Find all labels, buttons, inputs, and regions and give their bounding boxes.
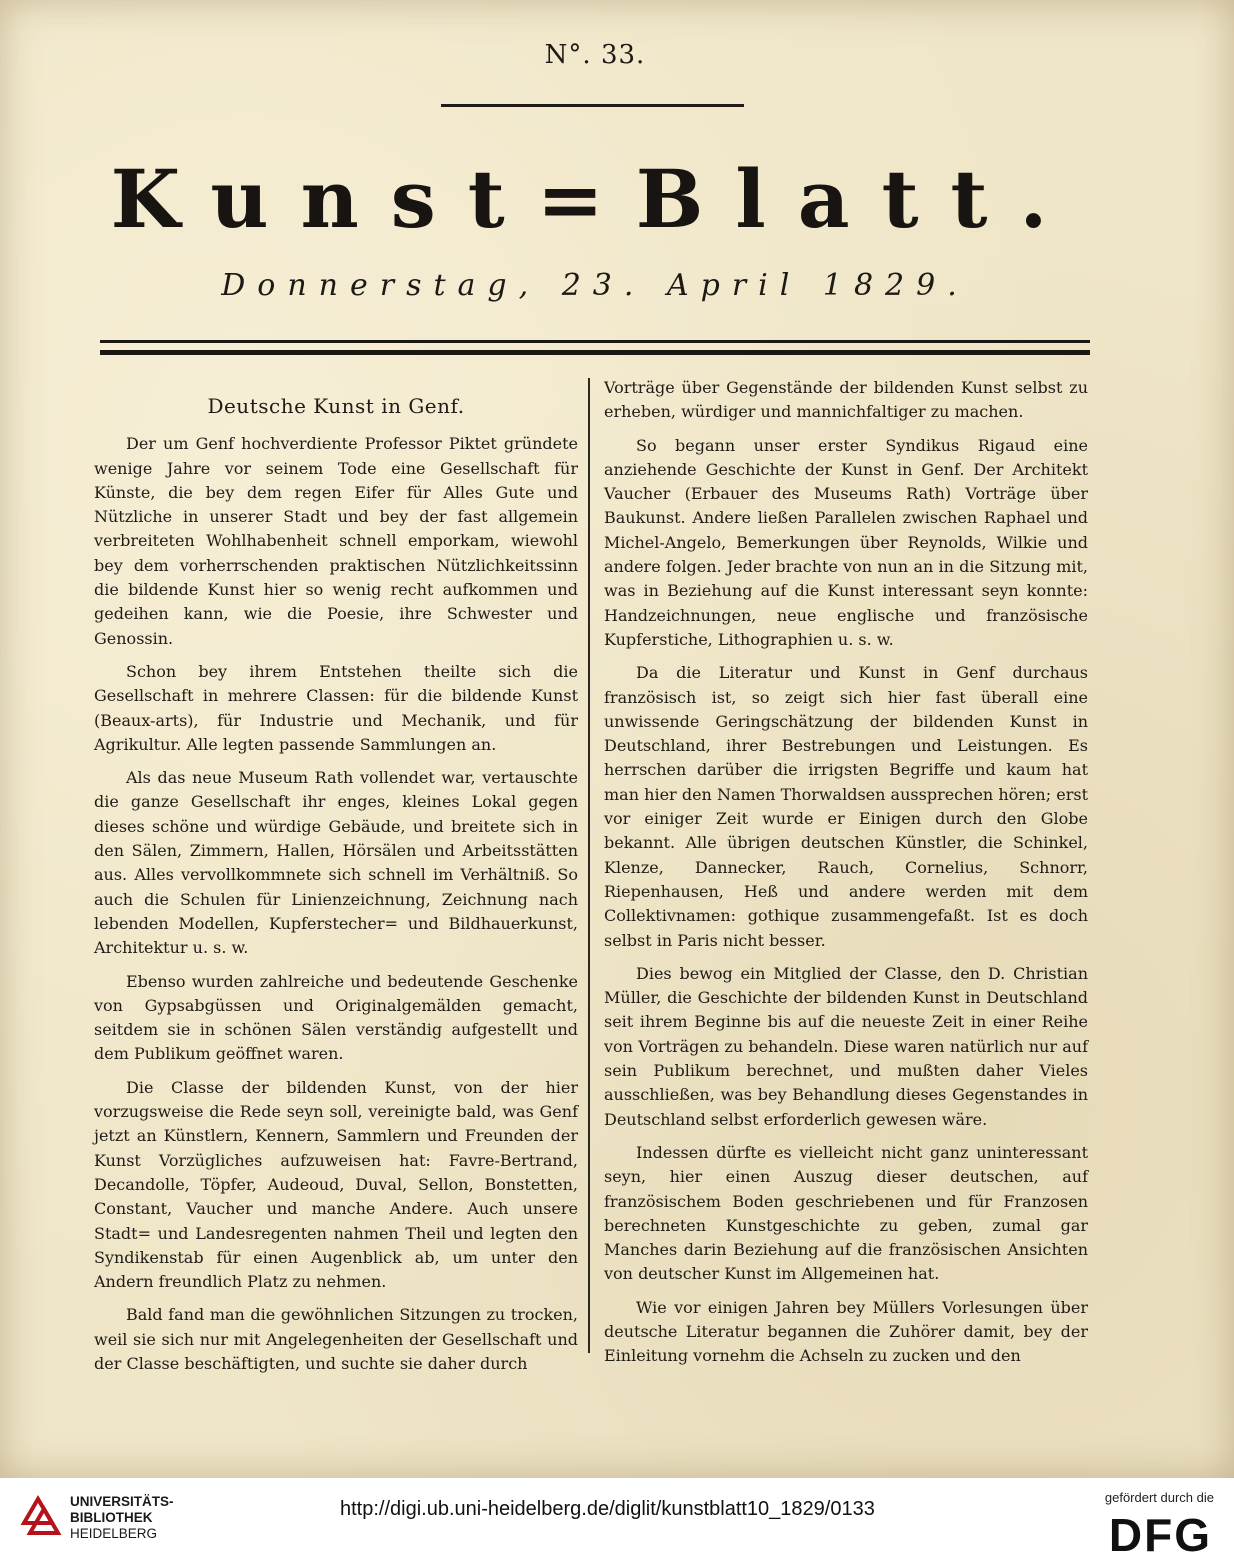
- article-title: Deutsche Kunst in Genf.: [207, 394, 465, 418]
- digitization-footer: [0, 1478, 1234, 1567]
- paragraph: Bald fand man die gewöhnlichen Sitzungen zu trocken, weil sie sich nur mit Angelegenheiten der Gesellschaft und der Classe beschäftigten, und suchte sie daher durch: [94, 1305, 578, 1373]
- paragraph: Indessen dürfte es vielleicht nicht ganz uninteressant seyn, hier einen Auszug dieser deutschen, auf französischem Boden geschriebenen und für Franzosen berechneten Kunstgeschichte zu geben, zumal gar Manches darin Beziehung auf die französischen Ansichten von deutscher Kunst im Allgemeinen hat.: [604, 1142, 1088, 1284]
- masthead-title: Kunst=Blatt.: [110, 152, 1080, 246]
- dfg-logo: DFG: [1108, 1509, 1212, 1561]
- paragraph: Wie vor einigen Jahren bey Müllers Vorlesungen über deutsche Literatur begannen die Zuhörer damit, bey der Einleitung vornehm die Achseln zu zucken und den: [604, 1297, 1088, 1366]
- paragraph: So begann unser erster Syndikus Rigaud eine anziehende Geschichte der Kunst in Genf. Der Architekt Vaucher (Erbauer des Museums Rath) Vorträge über Baukunst. Andere ließen Parallelen zwischen Raphael und Michel-Angelo, Bemerkungen über Reynolds, Wilkie und andere folgen. Jeder brachte von nun an in die Sitzung mit, was in Beziehung auf die Kunst interessant seyn konnte: Handzeichnungen, neue englische und französische Kupferstiche, Lithographien u. s. w.: [604, 435, 1088, 649]
- library-name: UNIVERSITÄTS- BIBLIOTHEK HEIDELBERG: [70, 1494, 174, 1541]
- paragraph: Da die Literatur und Kunst in Genf durchaus französisch ist, so zeigt sich hier fast überall eine unwissende Geringschätzung der bildenden Kunst in Deutschland, ihrer Bestrebungen und Leistungen. Es herrschen darüber die irrigsten Begriffe und kaum hat man hier den Namen Thorwaldsen aussprechen hören; erst vor einiger Zeit wurde er Einigen durch den Globe bekannt. Alle übrigen deutschen Künstler, die Schinkel, Klenze, Dannecker, Rauch, Cornelius, Schnorr, Riepenhausen, Heß und andere werden mit dem Collektivnamen: gothique zusammengefaßt. Ist es doch selbst in Paris nicht besser.: [604, 663, 1088, 950]
- paragraph: Schon bey ihrem Entstehen theilte sich die Gesellschaft in mehrere Classen: für die bildende Kunst (Beaux-arts), für Industrie und Mechanik, und für Agrikultur. Alle legten passende Sammlungen an.: [94, 661, 578, 754]
- dateline: Donnerstag, 23. April 1829.: [221, 268, 969, 303]
- left-column: [94, 376, 578, 1385]
- column-divider: [588, 378, 590, 1353]
- sponsor-text: gefördert durch die: [1104, 1490, 1214, 1505]
- paragraph-continuation: Vorträge über Gegenstände der bildenden Kunst selbst zu erheben, würdiger und mannichfaltiger zu machen.: [604, 378, 1088, 422]
- paragraph: Dies bewog ein Mitglied der Classe, den D. Christian Müller, die Geschichte der bildenden Kunst in Deutschland seit ihrem Beginne bis auf die neueste Zeit in einer Reihe von Vorträgen zu behandeln. Diese waren natürlich nur auf sein Publikum berechnet, und mußten daher Vieles ausschließen, was bey Behandlung dieses Gegenstandes in Deutschland selbst erforderlich gewesen wäre.: [604, 963, 1088, 1129]
- header-rule-thin: [100, 340, 1090, 343]
- paragraph: Ebenso wurden zahlreiche und bedeutende Geschenke von Gypsabgüssen und Originalgemälden gemacht, seitdem sie in schönen Sälen verständig aufgestellt und dem Publikum geöffnet waren.: [94, 971, 578, 1064]
- header-rule-thick: [100, 350, 1090, 355]
- paragraph: Die Classe der bildenden Kunst, von der hier vorzugsweise die Rede seyn soll, vereinigte bald, was Genf jetzt an Künstlern, Kennern, Sammlern und Freunden der Kunst Vorzügliches aufzuweisen hat: Favre-Bertrand, Decandolle, Töpfer, Audeoud, Duval, Sellon, Bonstetten, Constant, Vaucher und manche Andere. Auch unsere Stadt= und Landesregenten nahmen Theil und legten den Syndikenstab für einen Augenblick ab, um unter den Andern freundlich Platz zu nehmen.: [94, 1077, 578, 1292]
- paragraph: Als das neue Museum Rath vollendet war, vertauschte die ganze Gesellschaft ihr enges, kleines Lokal gegen dieses schöne und würdige Gebäude, und breitete sich in den Sälen, Zimmern, Hallen, Hörsälen und Arbeitsstätten aus. Alles vervollkommnete sich schnell im Verhältniß. So auch die Schulen für Linienzeichnung, Zeichnung nach lebenden Modellen, Kupferstecher= und Bildhauerkunst, Architektur u. s. w.: [94, 768, 578, 958]
- library-logo-icon: [20, 1493, 62, 1539]
- issue-number: N°. 33.: [544, 40, 646, 70]
- paragraph: Der um Genf hochverdiente Professor Piktet gründete wenige Jahre vor seinem Tode eine Gesellschaft für Künste, die bey dem regen Eifer für Alles Gute und Nützliche in unserer Stadt und bey der fast allgemein verbreiteten Wohlhabenheit schnell emporkam, wiewohl bey dem vorherrschenden praktischen Nützlichkeitssinn die bildende Kunst hier so wenig recht aufkommen und gedeihen kann, wie die Poesie, ihre Schwester und Genossin.: [94, 434, 578, 648]
- issue-divider: [441, 104, 744, 107]
- source-url-link[interactable]: http://digi.ub.uni-heidelberg.de/diglit/kunstblatt10_1829/0133: [340, 1498, 875, 1520]
- right-column: [604, 376, 1088, 1378]
